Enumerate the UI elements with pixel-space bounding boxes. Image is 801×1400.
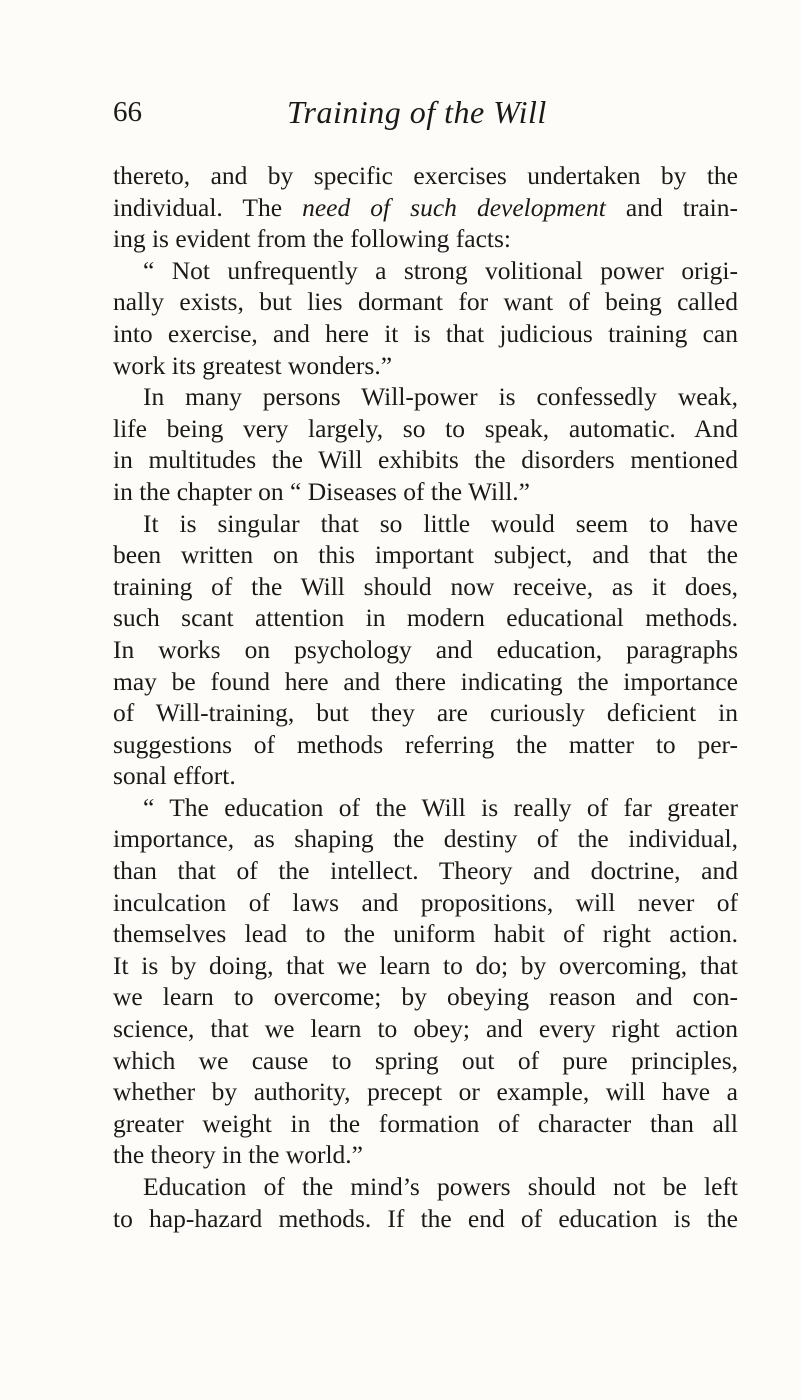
text-line: It is by doing, that we learn to do; by overcoming, that — [113, 950, 738, 980]
text-line: nally exists, but lies dormant for want of being called — [113, 287, 738, 317]
text-line: importance, as shaping the destiny of the individual, — [113, 824, 738, 854]
text-line: greater weight in the formation of character than all — [113, 1108, 738, 1138]
text-line: such scant attention in modern educational methods. — [113, 603, 738, 633]
page-number: 66 — [113, 96, 142, 128]
text-line: work its greatest wonders.” — [113, 350, 393, 380]
text-segment: individual. The — [113, 192, 303, 222]
text-line: ing is evident from the following facts: — [113, 224, 512, 254]
running-head — [113, 92, 753, 136]
text-line: In works on psychology and education, paragraphs — [113, 634, 738, 664]
text-line: thereto, and by specific exercises undertaken by the — [113, 161, 738, 190]
text-line — [113, 192, 738, 224]
text-line: in the chapter on “ Diseases of the Will.” — [113, 476, 530, 506]
text-line: may be found here and there indicating the importance — [113, 666, 738, 696]
text-line: which we cause to spring out of pure principles, — [113, 1045, 738, 1075]
text-line: into exercise, and here it is that judicious training can — [113, 318, 738, 348]
text-line: in multitudes the Will exhibits the disorders mentioned — [113, 445, 738, 475]
text-line: training of the Will should now receive, as it does, — [113, 571, 738, 601]
text-line: “ The education of the Will is really of far greater — [143, 792, 738, 822]
body-text — [113, 160, 738, 1234]
text-line: suggestions of methods referring the matter to per- — [113, 729, 738, 759]
text-line: inculcation of laws and propositions, will never of — [113, 887, 738, 917]
text-line: sonal effort. — [113, 761, 236, 791]
text-line: “ Not unfrequently a strong volitional power origi- — [143, 255, 738, 285]
text-line: we learn to overcome; by obeying reason and con- — [113, 982, 738, 1012]
text-segment: and train- — [605, 192, 738, 222]
text-line: It is singular that so little would seem to have — [143, 508, 738, 538]
text-line: whether by authority, precept or example, will have a — [113, 1077, 738, 1107]
text-line: science, that we learn to obey; and every right action — [113, 1014, 738, 1044]
text-line: themselves lead to the uniform habit of right action. — [113, 919, 738, 949]
text-line: Education of the mind’s powers should not be left — [143, 1172, 738, 1201]
text-line: life being very largely, so to speak, automatic. And — [113, 413, 738, 443]
text-line: In many persons Will-power is confessedly weak, — [143, 382, 738, 412]
text-line: than that of the intellect. Theory and doctrine, and — [113, 856, 738, 886]
text-line: of Will-training, but they are curiously deficient in — [113, 698, 738, 728]
running-title: Training of the Will — [287, 94, 547, 130]
text-line: the theory in the world.” — [113, 1140, 363, 1170]
italic-phrase: need of such development — [302, 192, 606, 222]
text-line: been written on this important subject, and that the — [113, 540, 738, 570]
text-line: to hap-hazard methods. If the end of education is the — [113, 1203, 738, 1233]
